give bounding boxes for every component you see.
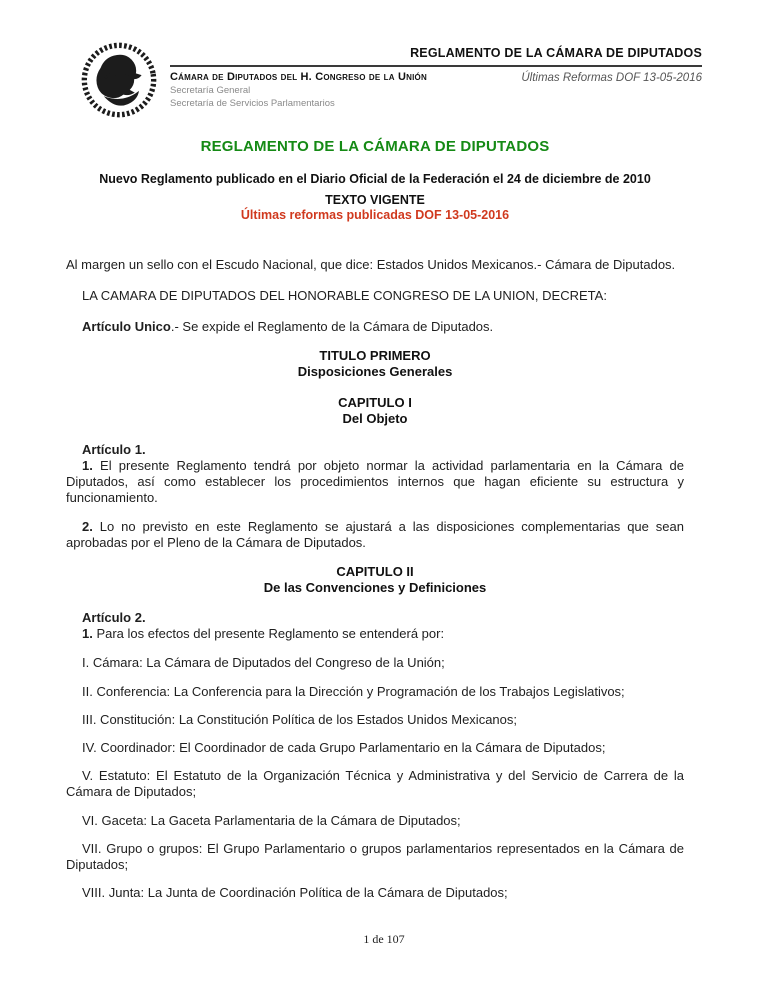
publication-note: Nuevo Reglamento publicado en el Diario Oficial de la Federación el 24 de diciembre de 2010: [99, 172, 651, 186]
articulo-unico-text: .- Se expide el Reglamento de la Cámara de Diputados.: [170, 319, 494, 334]
page-header: [170, 46, 702, 109]
articulo-1-p1-text: El presente Reglamento tendrá por objeto normar la actividad parlamentaria en la Cámara de Diputados, así como establecer los procedimientos internos que hagan eficiente su estructura y funcionamiento.: [66, 458, 684, 505]
heading-titulo-primero: [66, 348, 684, 380]
articulo-1-p1-number: 1.: [82, 458, 93, 473]
capitulo-1-line1: CAPITULO I: [338, 395, 412, 410]
articulo-2-heading: Artículo 2.: [82, 610, 146, 625]
articulo-unico-lead: Artículo Unico: [82, 319, 171, 334]
heading-capitulo-1: [66, 395, 684, 427]
definition-item-2: II. Conferencia: La Conferencia para la Dirección y Programación de los Trabajos Legislativos;: [82, 684, 625, 699]
articulo-2-p1-text: Para los efectos del presente Reglamento se entenderá por:: [92, 626, 445, 641]
status-label: TEXTO VIGENTE: [325, 193, 425, 207]
definition-item-1: I. Cámara: La Cámara de Diputados del Congreso de la Unión;: [82, 655, 445, 670]
articulo-2-p1-number: 1.: [82, 626, 93, 641]
articulo-1-p2-number: 2.: [82, 519, 93, 534]
capitulo-2-line1: CAPITULO II: [336, 564, 414, 579]
paragraph-decree: LA CAMARA DE DIPUTADOS DEL HONORABLE CONGRESO DE LA UNION, DECRETA:: [82, 288, 607, 303]
page-number: 1 de 107: [363, 932, 405, 946]
definition-item-8: VIII. Junta: La Junta de Coordinación Política de la Cámara de Diputados;: [82, 885, 508, 900]
definition-item-3: III. Constitución: La Constitución Política de los Estados Unidos Mexicanos;: [82, 712, 517, 727]
header-reforms-note: Últimas Reformas DOF 13-05-2016: [521, 72, 702, 84]
definition-item-5: V. Estatuto: El Estatuto de la Organización Técnica y Administrativa y del Servicio de Carrera de la Cámara de Diputados;: [66, 768, 684, 799]
articulo-1-heading: Artículo 1.: [82, 442, 146, 457]
articulo-1-paragraph-2: [66, 519, 684, 551]
titulo-primero-line1: TITULO PRIMERO: [319, 348, 431, 363]
last-reform-line: Últimas reformas publicadas DOF 13-05-2016: [240, 208, 510, 222]
titulo-primero-line2: Disposiciones Generales: [297, 364, 453, 379]
definition-item-4: IV. Coordinador: El Coordinador de cada Grupo Parlamentario en la Cámara de Diputados;: [82, 740, 606, 755]
capitulo-1-line2: Del Objeto: [342, 411, 408, 426]
header-document-title: REGLAMENTO DE LA CÁMARA DE DIPUTADOS: [170, 46, 702, 67]
capitulo-2-line2: De las Convenciones y Definiciones: [263, 580, 487, 595]
definition-item-6: VI. Gaceta: La Gaceta Parlamentaria de la Cámara de Diputados;: [82, 813, 461, 828]
definition-item-7: VII. Grupo o grupos: El Grupo Parlamentario o grupos parlamentarios representados en la Cámara de Diputados;: [66, 841, 684, 872]
paragraph-opening-seal: Al margen un sello con el Escudo Nacional, que dice: Estados Unidos Mexicanos.- Cámara de Diputados.: [66, 257, 676, 272]
org-name: Cámara de Diputados del H. Congreso de la Unión: [170, 71, 427, 83]
articulo-1-p2-text: Lo no previsto en este Reglamento se ajustará a las disposiciones complementarias que sean aprobadas por el Pleno de la Cámara de Diputados.: [66, 519, 684, 550]
org-subline-general: Secretaría General: [170, 85, 251, 96]
articulo-2-paragraph-1: [66, 626, 684, 642]
heading-capitulo-2: [66, 564, 684, 596]
mexico-coat-of-arms-icon: [72, 40, 166, 120]
header-org-block: [170, 71, 427, 109]
org-subline-parlamentarios: Secretaría de Servicios Parlamentarios: [170, 97, 335, 109]
articulo-1-paragraph-1: [66, 458, 684, 506]
document-body: [66, 132, 684, 901]
paragraph-articulo-unico: [66, 319, 684, 335]
main-title: REGLAMENTO DE LA CÁMARA DE DIPUTADOS: [200, 138, 550, 155]
